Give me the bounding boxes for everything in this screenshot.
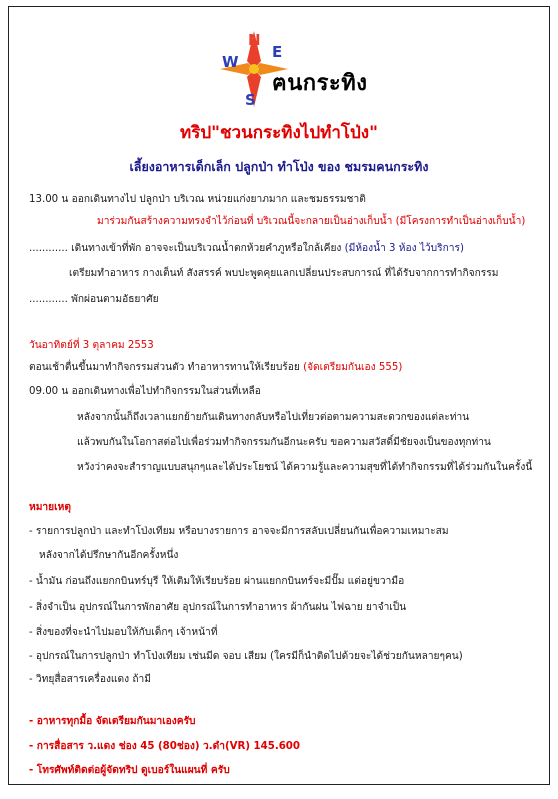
- note-item-1-cont: หลังจากได้ปรึกษากันอีกครั้งหนึ่ง: [39, 550, 179, 561]
- day2-morning-note: (จัดเตรียมกันเอง 555): [303, 362, 403, 373]
- schedule-1300: 13.00 น ออกเดินทางไป ปลูกป่า บริเวณ หน่วยแก่งยาภมาก และชมธรรมชาติ: [29, 194, 366, 205]
- note-item-1: - รายการปลูกป่า และทำโป่งเทียม หรือบางรายการ อาจจะมีการสลับเปลี่ยนกันเพื่อความเหมาะสม: [29, 526, 449, 537]
- trip-title: ทริป"ชวนกระทิงไปทำโป่ง": [180, 123, 378, 143]
- notes-heading: หมายเหตุ: [29, 502, 71, 513]
- schedule-1300-note: มาร่วมกันสร้างความทรงจำไว้ก่อนที่ บริเวณนี้จะกลายเป็นอ่างเก็บน้ำ (มีโครงการทำเป็นอ่างเก็บน้ำ): [97, 216, 526, 227]
- compass-letter-n: N: [248, 31, 261, 49]
- note-item-4: - สิ่งของที่จะนำไปมอบให้กับเด็กๆ เจ้าหน้าที่: [29, 627, 218, 638]
- note-item-6: - วิทยุสื่อสารเครื่องแดง ถ้ามี: [29, 674, 151, 685]
- footer-food: - อาหารทุกมื้อ จัดเตรียมกันมาเองครับ: [29, 716, 196, 727]
- note-item-3: - สิ่งจำเป็น อุปกรณ์ในการพักอาศัย อุปกรณ์ในการทำอาหาร ผ้ากันฝน ไฟฉาย ยาจำเป็น: [29, 602, 407, 613]
- schedule-stay-main: ............ เดินทางเข้าที่พัก อาจจะเป็นบริเวณน้ำตกห้วยคำภูหรือใกล้เคียง: [29, 243, 345, 254]
- day2-morning-main: ตอนเช้าตื่นขึ้นมาทำกิจกรรมส่วนตัว ทำอาหารทานให้เรียบร้อย: [29, 362, 304, 373]
- note-item-2: - น้ำมัน ก่อนถึงแยกกบินทร์บุรี ให้เติมให้เรียบร้อย ผ่านแยกกบินทร์จะมีปั๊ม แต่อยู่ขวามือ: [29, 576, 405, 587]
- note-item-5: - อุปกรณ์ในการปลูกป่า ทำโป่งเทียม เช่นมีด จอบ เสียม (ใครมีก็นำติดไปด้วยจะได้ช่วยกันหลายๆคน): [29, 651, 463, 662]
- schedule-evening: เตรียมทำอาหาร กางเต็นท์ สังสรรค์ พบปะพูดคุยแลกเปลี่ยนประสบการณ์ ที่ได้รับจากการทำกิจกรรม: [69, 268, 499, 279]
- footer-radio: - การสื่อสาร ว.แดง ช่อง 45 (80ช่อง) ว.ดำ(VR) 145.600: [29, 741, 300, 752]
- day2-morning: [29, 361, 402, 375]
- document-page: [8, 6, 550, 785]
- trip-subtitle: เลี้ยงอาหารเด็กเล็ก ปลูกป่า ทำโป่ง ของ ชมรมคนกระทิง: [129, 159, 429, 174]
- club-name: ฅนกระทิง: [272, 71, 368, 96]
- compass-letter-w: W: [222, 53, 239, 71]
- day2-after-1: หลังจากนั้นก็ถึงเวลาแยกย้ายกันเดินทางกลับหรือไปเที่ยวต่อตามความสะดวกของแต่ละท่าน: [77, 412, 470, 423]
- footer-phone: - โทรศัพท์ติดต่อผู้จัดทริป ดูเบอร์ในแผนที่ ครับ: [29, 765, 230, 776]
- schedule-stay: [29, 242, 464, 256]
- compass-letter-s: S: [245, 91, 256, 109]
- day2-date: วันอาทิตย์ที่ 3 ตุลาคม 2553: [29, 340, 154, 351]
- day2-after-3: หวังว่าคงจะสำราญแบบสนุกๆและได้ประโยชน์ ได้ความรู้และความสุขที่ได้ทำกิจกรรมที่ได้ร่วมกันในครั้งนี้: [77, 462, 533, 473]
- schedule-rest: ............ พักผ่อนตามอัธยาศัย: [29, 294, 159, 305]
- compass-letter-e: E: [272, 43, 283, 61]
- schedule-stay-note: (มีห้องน้ำ 3 ห้อง ไว้บริการ): [344, 243, 464, 254]
- day2-0900: 09.00 น ออกเดินทางเพื่อไปทำกิจกรรมในส่วนที่เหลือ: [29, 386, 261, 397]
- logo: [214, 27, 374, 109]
- day2-after-2: แล้วพบกันในโอกาสต่อไปเพื่อร่วมทำกิจกรรมกันอีกนะครับ ขอความสวัสดิ์มีชัยจงเป็นของทุกท่าน: [77, 437, 491, 448]
